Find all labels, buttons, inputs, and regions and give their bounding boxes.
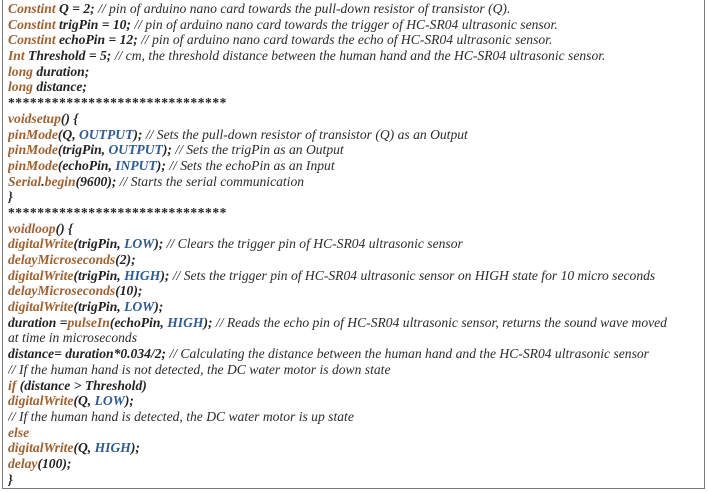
code-token: echoPin = 12;: [59, 32, 142, 48]
code-line: [8, 425, 704, 441]
code-comment: at time in microseconds: [8, 330, 137, 346]
code-line: [8, 174, 704, 190]
code-token: if: [8, 377, 20, 393]
code-comment: // Calculating the distance between the human hand and the HC-SR04 ultrasonic sensor: [169, 346, 649, 362]
code-comment: // If the human hand is detected, the DC water motor is up state: [8, 408, 354, 424]
code-token: (Q,: [73, 393, 95, 409]
code-token: (trigPin,: [57, 142, 109, 158]
code-token: digitalWrite: [8, 267, 74, 283]
code-token: );: [133, 126, 146, 142]
separator-stars: ******************************: [8, 204, 227, 220]
code-comment: // Clears the trigger pin of HC-SR04 ultrasonic sensor: [166, 236, 463, 252]
code-line: [8, 64, 704, 80]
code-token: long: [8, 79, 37, 95]
code-line: [8, 189, 704, 205]
code-line: [8, 456, 704, 472]
code-line: [8, 378, 704, 394]
code-token: delayMicroseconds: [8, 283, 116, 299]
code-token: digitalWrite: [8, 299, 74, 315]
code-token: );: [130, 440, 140, 456]
code-line: [8, 299, 704, 315]
code-token: }: [8, 189, 13, 205]
code-token: digitalWrite: [8, 440, 74, 456]
code-line: [8, 393, 704, 409]
code-token: pinMode: [8, 157, 58, 173]
code-line: [8, 268, 704, 284]
code-comment: // Starts the serial communication: [119, 173, 305, 189]
code-line: [8, 362, 704, 378]
code-token: (100);: [37, 455, 72, 471]
separator-stars: ******************************: [8, 95, 227, 111]
code-token: duration;: [36, 63, 90, 79]
code-token: }: [8, 471, 13, 487]
code-line: [8, 236, 704, 252]
code-token: pulseIn: [67, 314, 110, 330]
code-token: (2);: [115, 252, 136, 267]
code-token: INPUT: [115, 157, 157, 173]
code-token: delay: [8, 455, 38, 471]
code-token: OUTPUT: [108, 142, 163, 158]
code-token: (trigPin,: [73, 299, 125, 315]
code-token: (trigPin,: [73, 236, 125, 252]
code-token: .: [41, 173, 45, 189]
code-line: [8, 48, 704, 64]
code-token: long: [8, 63, 37, 79]
code-token: HIGH: [167, 314, 204, 330]
code-token: );: [154, 236, 167, 252]
code-comment: // Sets the trigPin as an Output: [175, 142, 344, 158]
code-comment: // pin of arduino nano card towards the trigger of HC-SR04 ultrasonic sensor.: [134, 16, 558, 32]
code-token: delayMicroseconds: [8, 252, 116, 267]
code-token: (trigPin,: [73, 267, 125, 283]
code-token: () {: [60, 110, 79, 126]
code-line: [8, 472, 704, 488]
code-line: [8, 252, 704, 268]
code-token: (distance > Threshold): [19, 377, 147, 393]
code-line: [8, 440, 704, 456]
code-token: Constint: [8, 32, 60, 48]
code-token: pinMode: [8, 142, 58, 158]
code-token: distance= duration*0.034/2;: [8, 346, 170, 362]
code-token: );: [203, 314, 216, 330]
code-token: LOW: [94, 393, 125, 409]
code-token: voidloop: [8, 220, 56, 236]
code-token: trigPin = 10;: [59, 16, 135, 32]
code-token: Q = 2;: [59, 1, 99, 16]
code-token: Constint: [8, 1, 60, 16]
code-line: [8, 283, 704, 299]
code-line: [8, 1, 704, 17]
code-token: (echoPin,: [109, 314, 168, 330]
code-line: [8, 205, 704, 221]
code-token: (10);: [115, 283, 143, 299]
code-token: HIGH: [94, 440, 131, 456]
code-token: (Q,: [57, 126, 80, 142]
code-line: [8, 409, 704, 425]
code-token: distance;: [36, 79, 87, 95]
code-token: LOW: [124, 299, 155, 315]
code-comment: // pin of arduino nano card towards the pull-down resistor of transistor (Q).: [98, 1, 511, 16]
code-token: voidsetup: [8, 110, 61, 126]
code-token: Constint: [8, 16, 60, 32]
code-comment: // Sets the echoPin as an Input: [169, 157, 335, 173]
code-comment: // Reads the echo pin of HC-SR04 ultrasonic sensor, returns the sound wave moved: [215, 314, 667, 330]
code-token: pinMode: [8, 126, 58, 142]
code-token: else: [8, 424, 30, 440]
code-line: [8, 127, 704, 143]
code-line: [8, 17, 704, 33]
code-line: [8, 32, 704, 48]
code-line: [8, 158, 704, 174]
code-token: duration =: [8, 314, 68, 330]
code-token: );: [154, 299, 164, 315]
code-line: [8, 142, 704, 158]
code-token: digitalWrite: [8, 393, 74, 409]
code-comment: // If the human hand is not detected, the DC water motor is down state: [8, 361, 391, 377]
code-token: );: [160, 267, 173, 283]
code-token: );: [162, 142, 176, 158]
code-token: LOW: [124, 236, 155, 252]
code-token: () {: [55, 220, 73, 236]
code-line: [8, 111, 704, 127]
code-token: );: [156, 157, 170, 173]
code-token: (echoPin,: [57, 157, 116, 173]
code-token: digitalWrite: [8, 236, 74, 252]
code-comment: // Sets the trigger pin of HC-SR04 ultrasonic sensor on HIGH state for 10 micro seconds: [172, 267, 656, 283]
code-token: begin: [44, 173, 76, 189]
code-line: [8, 346, 704, 362]
code-line: [8, 315, 704, 331]
code-line: [8, 79, 704, 95]
code-token: Threshold = 5;: [28, 48, 115, 64]
code-comment: // cm, the threshold distance between the human hand and the HC-SR04 ultrasonic sensor.: [114, 48, 606, 64]
code-token: );: [124, 393, 134, 409]
code-token: Int: [8, 48, 29, 64]
code-line: [8, 330, 704, 346]
code-comment: // pin of arduino nano card towards the echo of HC-SR04 ultrasonic sensor.: [141, 32, 553, 48]
code-line: [8, 95, 704, 111]
code-line: [8, 221, 704, 237]
code-token: (Q,: [73, 440, 95, 456]
code-listing: [8, 1, 704, 487]
code-token: OUTPUT: [79, 126, 134, 142]
code-token: Serial: [8, 173, 42, 189]
code-token: HIGH: [124, 267, 161, 283]
code-comment: // Sets the pull-down resistor of transistor (Q) as an Output: [145, 126, 468, 142]
code-token: (9600);: [75, 173, 120, 189]
